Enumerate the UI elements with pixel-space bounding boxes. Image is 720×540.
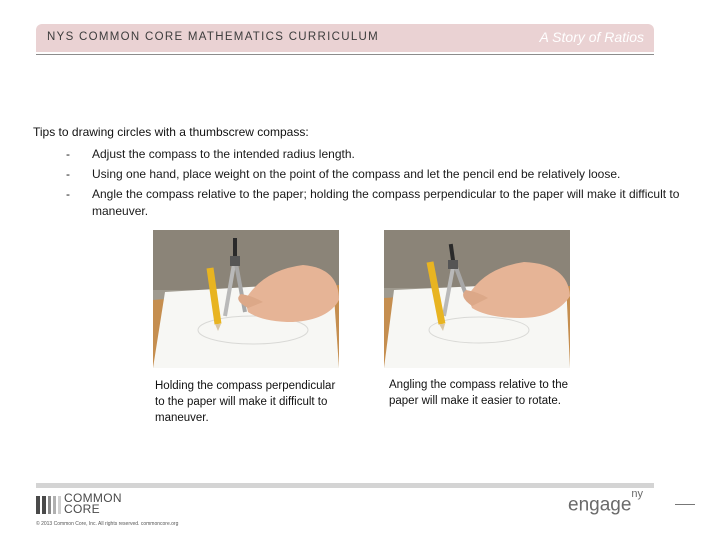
common-core-logo-text [64, 493, 122, 515]
bullet-dash: - [66, 167, 70, 181]
bullet-dash: - [66, 147, 70, 161]
header-rule [36, 54, 654, 55]
logo-line-1: COMMON [64, 491, 122, 505]
footer-bar [36, 483, 654, 488]
tip-item [66, 186, 696, 220]
common-core-logo-icon [36, 494, 66, 516]
tip-item [66, 166, 696, 183]
module-title: A Story of Ratios [539, 29, 644, 45]
footer-dash [675, 504, 695, 505]
photo-caption: Angling the compass relative to the paper will make it easier to rotate. [389, 379, 568, 407]
engage-text: engage [568, 494, 632, 516]
curriculum-title: NYS COMMON CORE MATHEMATICS CURRICULUM [47, 31, 380, 43]
logo-line-2: CORE [64, 502, 100, 516]
photo-compass-angled [384, 230, 570, 368]
bullet-dash: - [66, 187, 70, 201]
photo-caption: Holding the compass perpendicular to the paper will make it difficult to maneuver. [155, 380, 336, 424]
tip-item [66, 146, 696, 163]
engage-sup: ny [631, 488, 644, 500]
tips-list [66, 146, 696, 223]
copyright-notice: © 2013 Common Core, Inc. All rights reserved. commoncore.org [36, 521, 179, 527]
tips-heading: Tips to drawing circles with a thumbscrew compass: [33, 125, 309, 139]
tip-text: Using one hand, place weight on the point of the compass and let the pencil end be relatively loose. [92, 167, 621, 181]
engageny-logo [568, 488, 644, 516]
tip-text: Angle the compass relative to the paper; holding the compass perpendicular to the paper will make it difficult to maneuver. [92, 187, 680, 218]
photo-compass-perpendicular [153, 230, 339, 368]
tip-text: Adjust the compass to the intended radius length. [92, 147, 355, 161]
